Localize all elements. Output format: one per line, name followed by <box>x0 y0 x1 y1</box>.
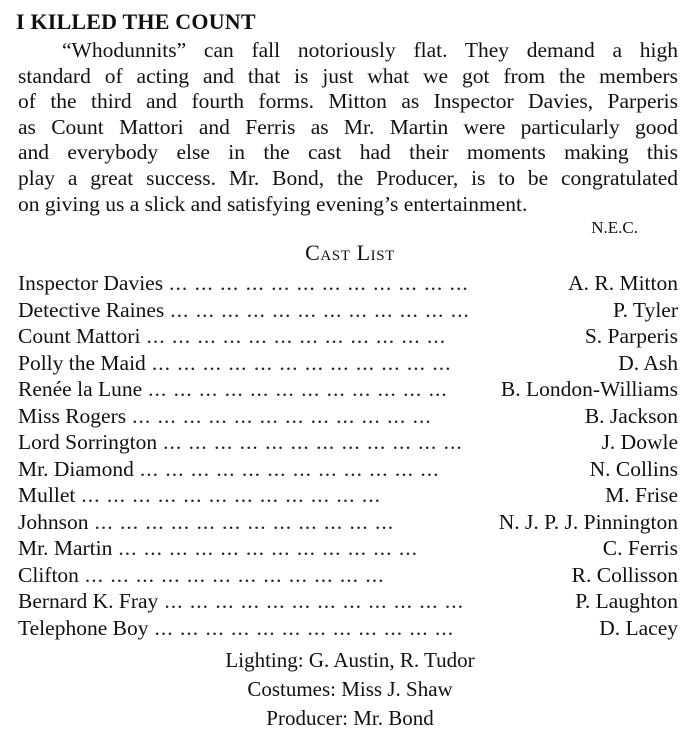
review-line: “Whodunnits” can fall notoriously flat. They demand a high <box>62 38 678 62</box>
cast-actor: D. Ash <box>618 350 678 375</box>
cast-role: Lord Sorrington <box>18 430 158 454</box>
cast-actor: M. Frise <box>605 483 678 507</box>
cast-actor: B. London-Williams <box>500 377 678 401</box>
cast-row <box>18 562 678 589</box>
review-line: as Count Mattori and Ferris as Mr. Martin were particularly good <box>18 114 678 139</box>
article-title: I KILLED THE COUNT <box>16 9 256 34</box>
cast-row <box>18 350 678 377</box>
leader-dots: ... ... ... ... ... ... ... ... ... ... ... ... <box>139 456 440 481</box>
leader-dots: ... ... ... ... ... ... ... ... ... ... ... ... <box>94 509 395 534</box>
leader-dots: ... ... ... ... ... ... ... ... ... ... ... ... <box>148 377 448 401</box>
review-line: standard of acting and that is just what we got from the members <box>18 63 678 88</box>
review-line: on giving us a slick and satisfying evening’s entertainment. <box>18 191 528 216</box>
cast-actor: P. Tyler <box>613 297 678 322</box>
leader-dots: ... ... ... ... ... ... ... ... ... ... ... ... <box>170 297 470 322</box>
leader-dots: ... ... ... ... ... ... ... ... ... ... ... ... <box>164 589 464 613</box>
leader-dots: ... ... ... ... ... ... ... ... ... ... ... ... <box>132 403 432 428</box>
leader-dots: ... ... ... ... ... ... ... ... ... ... ... ... <box>81 483 381 507</box>
leader-dots: ... ... ... ... ... ... ... ... ... ... ... ... <box>169 271 469 295</box>
author-initials: N.E.C. <box>591 218 638 237</box>
cast-row <box>18 297 678 324</box>
cast-actor: N. Collins <box>589 456 678 481</box>
cast-actor: R. Collisson <box>571 562 678 587</box>
leader-dots: ... ... ... ... ... ... ... ... ... ... ... ... <box>163 430 463 454</box>
cast-row <box>18 482 678 509</box>
leader-dots: ... ... ... ... ... ... ... ... ... ... ... ... <box>146 324 447 348</box>
leader-dots: ... ... ... ... ... ... ... ... ... ... ... ... <box>151 350 452 375</box>
cast-role: Mullet <box>18 483 76 507</box>
cast-role: Polly the Maid <box>18 350 146 375</box>
cast-role: Miss Rogers <box>18 403 127 428</box>
cast-row <box>18 535 678 562</box>
cast-row <box>18 456 678 483</box>
costumes-credit: Costumes: Miss J. Shaw <box>247 677 453 701</box>
cast-row <box>18 270 678 297</box>
cast-row <box>18 615 678 642</box>
cast-role: Johnson <box>18 509 89 534</box>
review-paragraph <box>18 38 678 217</box>
cast-actor: S. Parperis <box>584 324 678 348</box>
cast-role: Bernard K. Fray <box>18 589 159 613</box>
cast-actor: J. Dowle <box>601 430 678 454</box>
cast-role: Inspector Davies <box>18 271 164 295</box>
cast-actor: A. R. Mitton <box>568 271 678 295</box>
cast-row <box>18 376 678 403</box>
credits-block <box>0 646 700 733</box>
cast-actor: P. Laughton <box>575 589 678 613</box>
review-line: of the third and fourth forms. Mitton as Inspector Davies, Parperis <box>18 89 678 114</box>
cast-role: Detective Raines <box>18 297 165 322</box>
cast-row <box>18 403 678 430</box>
cast-role: Renée la Lune <box>18 377 143 401</box>
cast-actor: D. Lacey <box>599 615 678 640</box>
cast-role: Telephone Boy <box>18 615 149 640</box>
cast-actor: C. Ferris <box>602 536 678 560</box>
producer-credit: Producer: Mr. Bond <box>266 706 434 730</box>
cast-actor: N. J. P. J. Pinnington <box>498 509 678 534</box>
lighting-credit: Lighting: G. Austin, R. Tudor <box>225 648 475 672</box>
cast-role: Clifton <box>18 562 79 587</box>
cast-list <box>18 270 678 641</box>
cast-list-heading: Cast List <box>305 240 395 265</box>
leader-dots: ... ... ... ... ... ... ... ... ... ... ... ... <box>84 562 385 587</box>
cast-actor: B. Jackson <box>584 403 678 428</box>
leader-dots: ... ... ... ... ... ... ... ... ... ... ... ... <box>154 615 455 640</box>
cast-row <box>18 429 678 456</box>
review-line: play a great success. Mr. Bond, the Producer, is to be congratulated <box>18 165 678 190</box>
cast-role: Mr. Diamond <box>18 456 134 481</box>
cast-role: Count Mattori <box>18 324 141 348</box>
review-line: and everybody else in the cast had their moments making this <box>18 140 678 165</box>
cast-row <box>18 323 678 350</box>
leader-dots: ... ... ... ... ... ... ... ... ... ... ... ... <box>118 536 418 560</box>
cast-row <box>18 588 678 615</box>
cast-row <box>18 509 678 536</box>
cast-role: Mr. Martin <box>18 536 113 560</box>
